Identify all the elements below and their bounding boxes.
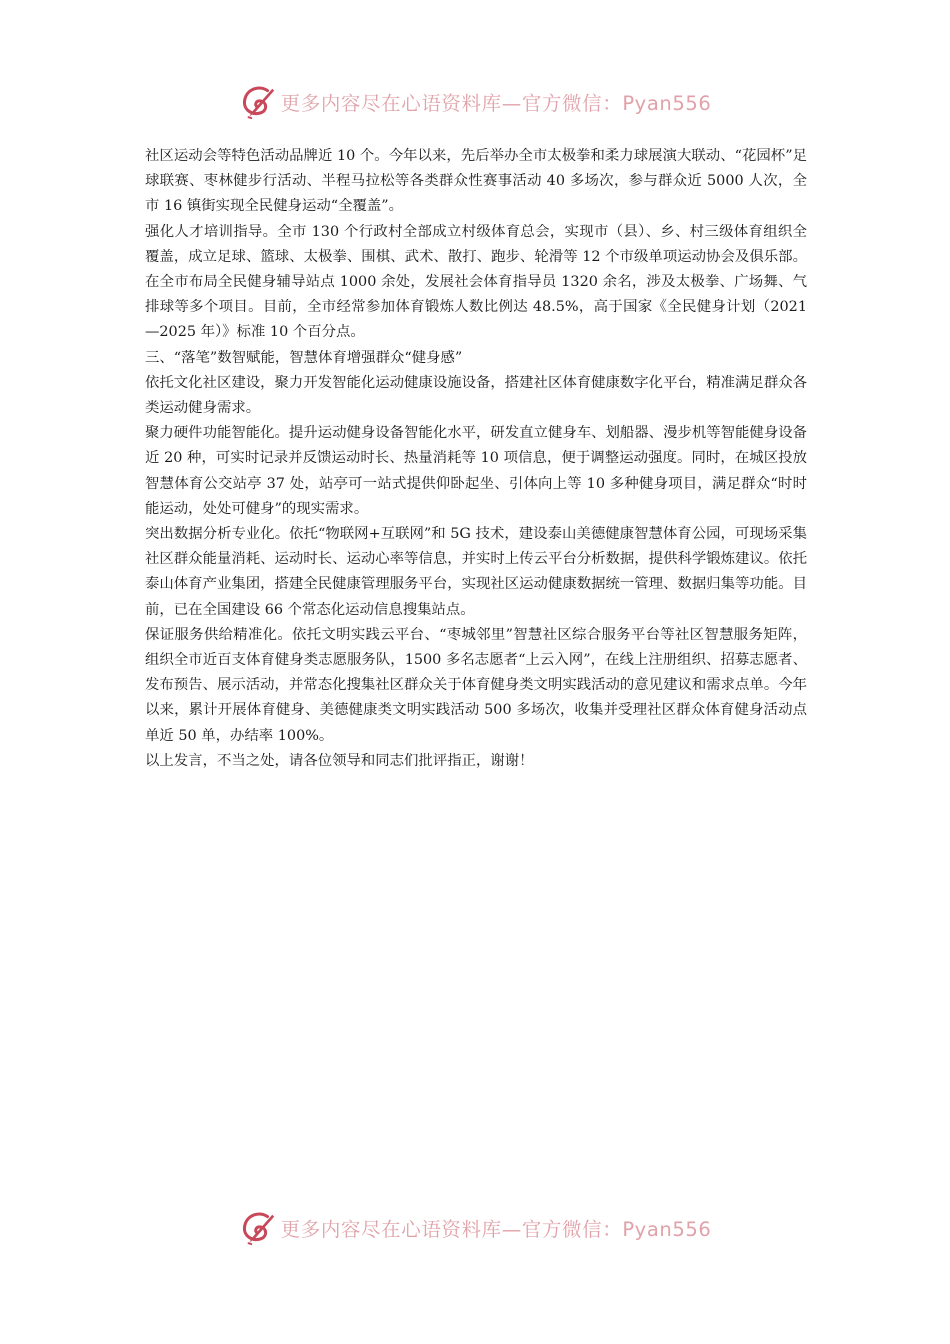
- paragraph: 强化人才培训指导。全市 130 个行政村全部成立村级体育总会，实现市（县）、乡、村三级体育组织全覆盖，成立足球、篮球、太极拳、围棋、武术、散打、跑步、轮滑等 12 个市级单项运动协会及俱乐部。在全市布局全民健身辅导站点 1000 余处，发展社会体育指导员 1320 余名，涉及太极拳、广场舞、气排球等多个项目。目前，全市经常参加体育锻炼人数比例达 48.5%，高于国家《全民健身计划（2021—2025 年）》标准 10 个百分点。: [145, 223, 807, 341]
- pen-swirl-logo-icon: [239, 83, 277, 121]
- paragraph: 社区运动会等特色活动品牌近 10 个。今年以来，先后举办全市太极拳和柔力球展演大联动、“花园杯”足球联赛、枣林健步行活动、半程马拉松等各类群众性赛事活动 40 多场次，参与群众近 5000 人次，全市 16 镇街实现全民健身运动“全覆盖”。: [145, 148, 807, 215]
- footer-watermark: [0, 1208, 950, 1248]
- paragraph: 保证服务供给精准化。依托文明实践云平台、“枣城邻里”智慧社区综合服务平台等社区智慧服务矩阵，组织全市近百支体育健身类志愿服务队，1500 多名志愿者“上云入网”，在线上注册组织、招募志愿者、发布预告、展示活动，并常态化搜集社区群众关于体育健身类文明实践活动的意见建议和需求点单。今年以来，累计开展体育健身、美德健康类文明实践活动 500 多场次，收集并受理社区群众体育健身活动点单近 50 单，办结率 100%。: [145, 626, 807, 744]
- paragraph: 依托文化社区建设，聚力开发智能化运动健康设施设备，搭建社区体育健康数字化平台，精准满足群众各类运动健身需求。: [145, 374, 807, 417]
- section-heading: 三、“落笔”数智赋能，智慧体育增强群众“健身感”: [145, 349, 463, 366]
- document-body: [145, 144, 807, 774]
- watermark-text: 更多内容尽在心语资料库—官方微信：Pyan556: [280, 92, 712, 115]
- header-watermark: [0, 82, 950, 122]
- watermark-text: 更多内容尽在心语资料库—官方微信：Pyan556: [280, 1218, 712, 1241]
- paragraph: 突出数据分析专业化。依托“物联网+互联网”和 5G 技术，建设泰山美德健康智慧体育公园，可现场采集社区群众能量消耗、运动时长、运动心率等信息，并实时上传云平台分析数据，提供科学锻炼建议。依托泰山体育产业集团，搭建全民健康管理服务平台，实现社区运动健康数据统一管理、数据归集等功能。目前，已在全国建设 66 个常态化运动信息搜集站点。: [145, 526, 807, 618]
- pen-swirl-logo-icon: [239, 1209, 277, 1247]
- paragraph: 聚力硬件功能智能化。提升运动健身设备智能化水平，研发直立健身车、划船器、漫步机等智能健身设备近 20 种，可实时记录并反馈运动时长、热量消耗等 10 项信息，便于调整运动强度。同时，在城区投放智慧体育公交站亭 37 处，站亭可一站式提供仰卧起坐、引体向上等 10 多种健身项目，满足群众“时时能运动，处处可健身”的现实需求。: [145, 425, 807, 517]
- closing-remark: 以上发言，不当之处，请各位领导和同志们批评指正，谢谢！: [145, 752, 534, 769]
